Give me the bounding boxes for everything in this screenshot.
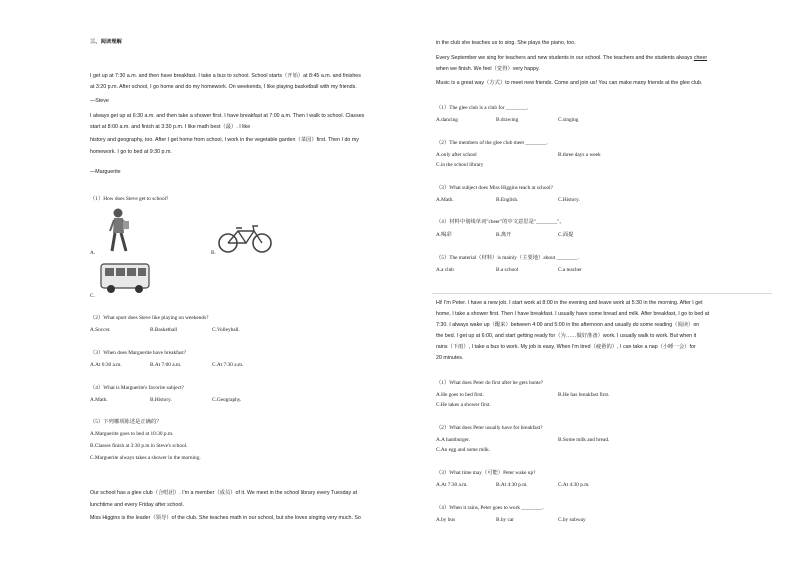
glee-text-line: in the club she teaches us to sing. She plays the piano, too. bbox=[436, 40, 576, 46]
glee-text-line: Miss Higgins is the leader（领导）of the club. She teaches math in our school, but she loves singing very much. So bbox=[90, 515, 361, 521]
question-4-option-c[interactable]: C.Geography. bbox=[212, 397, 242, 403]
peter-question-4-option-c[interactable]: C.by subway bbox=[558, 517, 586, 523]
question-3-option-a[interactable]: A.At 6:30 a.m. bbox=[90, 362, 122, 368]
peter-question-3-option-a[interactable]: A.At 7:30 a.m. bbox=[436, 482, 468, 488]
passage-divider bbox=[432, 293, 772, 294]
peter-text-line: 7:30. I always wake up（醒来）between 4:00 and 5:00 in the afternoon and usually do some reading（阅读）on bbox=[436, 322, 700, 328]
peter-question-3-stem: （3）What time may（可能）Peter wake up? bbox=[436, 470, 536, 476]
peter-question-3-options bbox=[436, 482, 736, 489]
glee-question-1-option-c[interactable]: C.singing bbox=[558, 117, 579, 123]
glee-question-1-option-a[interactable]: A.dancing bbox=[436, 117, 458, 123]
glee-question-2-option-a[interactable]: A.only after school bbox=[436, 152, 477, 158]
question-1-option-b[interactable]: B. bbox=[211, 250, 216, 256]
peter-question-3-option-c[interactable]: C.At 4:30 p.m. bbox=[558, 482, 590, 488]
question-2-option-b[interactable]: B.Basketball bbox=[150, 327, 178, 333]
glee-question-3-options bbox=[436, 197, 736, 204]
peter-text-line: home, I take a shower first. Then I have breakfast. I usually have some bread and milk. After breakfast, I go to bed at bbox=[436, 311, 710, 317]
peter-question-2-option-c[interactable]: C.An egg and some milk. bbox=[436, 447, 491, 453]
glee-question-3-option-c[interactable]: C.History. bbox=[558, 197, 580, 203]
peter-question-4-option-b[interactable]: B.by car bbox=[496, 517, 514, 523]
peter-question-2-option-b[interactable]: B.Some milk and bread. bbox=[558, 437, 610, 443]
question-4-stem: （4）What is Marguerite's favorite subject? bbox=[90, 385, 184, 391]
glee-question-1-option-b[interactable]: B.drawing bbox=[496, 117, 519, 123]
glee-question-4-option-a[interactable]: A.喝彩 bbox=[436, 232, 452, 238]
question-3-option-c[interactable]: C.At 7:30 a.m. bbox=[212, 362, 244, 368]
peter-question-2-options bbox=[436, 437, 736, 444]
peter-text-line: the bed. I get up at 6:00, and start getting ready for（为……做好准备）work. I usually walk to work. But when it bbox=[436, 333, 697, 339]
glee-question-3-stem: （3）What subject does Miss Higgins teach at school? bbox=[436, 185, 553, 191]
question-3-options bbox=[90, 362, 390, 369]
question-4-option-a[interactable]: A.Math. bbox=[90, 397, 108, 403]
section-title: 三、阅读理解 bbox=[90, 39, 122, 45]
glee-question-2-option-b[interactable]: B.three days a week bbox=[558, 152, 601, 158]
steve-text-line: I get up at 7:30 a.m. and then have breakfast. I take a bus to school. School starts（开始）at 8:45 a.m. and finishes bbox=[90, 73, 361, 79]
marguerite-text-line: history and geography, too. After I get home from school, I work in the vegetable garden（菜园）first. Then I do my bbox=[90, 137, 359, 143]
peter-text-line: Hi! I'm Peter. I have a new job. I start work at 8:00 in the evening and leave work at 5:30 in the morning. After I get bbox=[436, 300, 703, 306]
question-1-stem: （1）How does Steve get to school? bbox=[90, 196, 169, 202]
steve-signature: —Steve bbox=[90, 98, 109, 104]
question-2-option-c[interactable]: C.Volleyball. bbox=[212, 327, 240, 333]
glee-question-2-stem: （2）The members of the glee club meet ________. bbox=[436, 140, 548, 146]
question-2-options bbox=[90, 327, 390, 334]
question-4-option-b[interactable]: B.History. bbox=[150, 397, 172, 403]
question-3-option-b[interactable]: B.At 7:00 a.m. bbox=[150, 362, 182, 368]
question-5-stem: （5）下列哪项陈述是正确的？ bbox=[90, 419, 162, 425]
glee-text-line: Our school has a glee club（合唱团）. I'm a member（成员）of it. We meet in the school library every Tuesday at bbox=[90, 490, 358, 496]
question-2-option-a[interactable]: A.Soccer. bbox=[90, 327, 111, 333]
question-2-stem: （2）What sport does Steve like playing on weekends? bbox=[90, 315, 209, 321]
glee-question-5-stem: （5）The material（材料）is mainly（主要地）about ________. bbox=[436, 255, 579, 261]
glee-question-3-option-b[interactable]: B.English. bbox=[496, 197, 519, 203]
glee-text-line: lunchtime and every Friday after school. bbox=[90, 502, 184, 508]
question-3-stem: （3）When does Marguerite have breakfast? bbox=[90, 350, 187, 356]
peter-question-4-stem: （4）When it rains, Peter goes to work ________. bbox=[436, 505, 544, 511]
marguerite-text-line: homework. I go to bed at 9:30 p.m. bbox=[90, 149, 172, 155]
marguerite-text-line: I always get up at 6:30 a.m. and then take a shower first. I have breakfast at 7:00 a.m. Then I walk to school. Classes bbox=[90, 113, 365, 119]
peter-question-3-option-b[interactable]: B.At 4:30 p.m. bbox=[496, 482, 528, 488]
glee-question-2-options bbox=[436, 152, 736, 159]
peter-question-2-option-a[interactable]: A.A hamburger. bbox=[436, 437, 470, 443]
walking-person-icon bbox=[106, 207, 134, 255]
peter-text-line: 20 minutes. bbox=[436, 355, 464, 361]
glee-question-2-option-c[interactable]: C.in the school library bbox=[436, 162, 484, 168]
peter-question-4-option-a[interactable]: A.by bus bbox=[436, 517, 456, 523]
peter-question-1-option-b[interactable]: B.He has breakfast first. bbox=[558, 392, 610, 398]
underlined-word-cheer: cheer bbox=[693, 55, 708, 61]
question-1-option-c[interactable]: C. bbox=[90, 293, 95, 299]
glee-text: Every September we sing for teachers and new students in our school. The teachers and the students always bbox=[436, 55, 694, 61]
marguerite-text-line: start at 8:00 a.m. and finish at 3:30 p.m. I like math best（最）. I like bbox=[90, 124, 251, 130]
bus-icon bbox=[99, 261, 151, 295]
marguerite-signature: —Marguerite bbox=[90, 169, 121, 175]
glee-question-1-options bbox=[436, 117, 736, 124]
question-5-option-a[interactable]: A.Marguerite goes to bed at 10:30 p.m. bbox=[90, 431, 174, 437]
peter-question-2-stem: （2）What does Peter usually have for breakfast? bbox=[436, 425, 543, 431]
glee-question-5-options bbox=[436, 267, 736, 274]
bicycle-icon bbox=[216, 224, 274, 254]
question-1-option-a[interactable]: A. bbox=[90, 250, 96, 256]
peter-question-1-options bbox=[436, 392, 736, 399]
peter-question-1-stem: （1）What does Peter do first after he gets home? bbox=[436, 380, 544, 386]
glee-question-5-option-a[interactable]: A.a club bbox=[436, 267, 454, 273]
peter-question-1-option-a[interactable]: A.He goes to bed first. bbox=[436, 392, 484, 398]
glee-question-1-stem: （1）The glee club is a club for ________. bbox=[436, 105, 529, 111]
peter-text-line: rains（下雨）, I take a bus to work. My job is easy. When I'm tired（疲惫的）, I can take a nap（小睡一会）for bbox=[436, 344, 696, 350]
question-5-option-c[interactable]: C.Marguerite always takes a shower in the morning. bbox=[90, 455, 201, 461]
question-5-option-b[interactable]: B.Classes finish at 3:30 p.m in Steve's school. bbox=[90, 443, 188, 449]
glee-question-5-option-c[interactable]: C.a teacher bbox=[558, 267, 582, 273]
peter-question-1-option-c[interactable]: C.He takes a shower first. bbox=[436, 402, 491, 408]
glee-question-3-option-a[interactable]: A.Math. bbox=[436, 197, 454, 203]
glee-question-4-option-b[interactable]: B.离开 bbox=[496, 232, 512, 238]
glee-question-4-stem: （4）材料中划线单词"cheer"的中文意思是"________"。 bbox=[436, 219, 565, 225]
glee-question-4-options bbox=[436, 232, 736, 239]
glee-paragraph-2-line-2: when we finish. We feel（觉得）very happy. bbox=[436, 66, 540, 72]
peter-question-4-options bbox=[436, 517, 736, 524]
glee-question-5-option-b[interactable]: B.a school bbox=[496, 267, 519, 273]
glee-paragraph-2-line-1 bbox=[436, 55, 707, 62]
glee-paragraph-3: Music is a great way（方式）to meet new friends. Come and join us! You can make many friends at the glee club. bbox=[436, 80, 703, 86]
glee-question-4-option-c[interactable]: C.面提 bbox=[558, 232, 574, 238]
question-4-options bbox=[90, 397, 390, 404]
steve-text-line: at 3:20 p.m. After school, I go home and do my homework. On weekends, I like playing basketball with my friends. bbox=[90, 84, 357, 90]
